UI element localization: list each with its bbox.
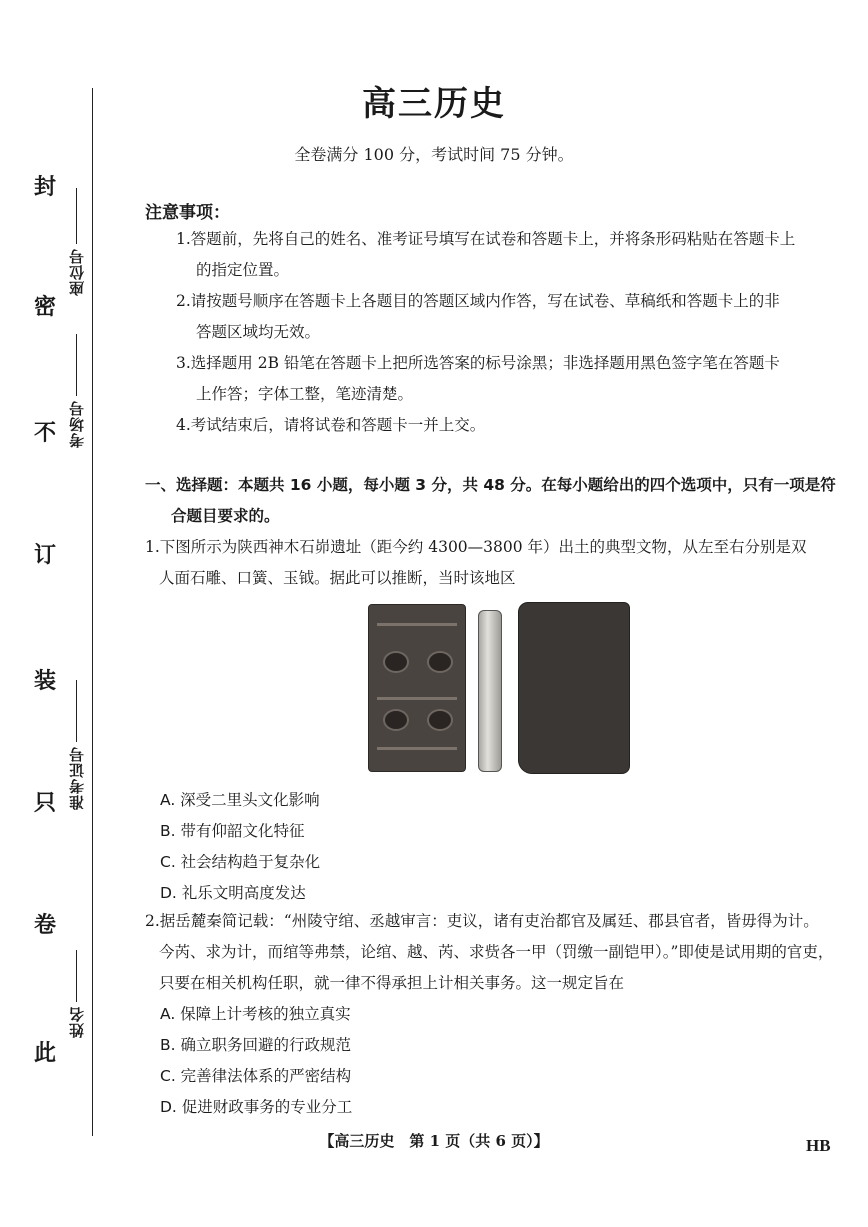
- question-1-stem: [145, 532, 840, 594]
- notice-item: [176, 286, 840, 348]
- notice-line: 上作答；字体工整，笔迹清楚。: [196, 385, 414, 403]
- field-blank-line: [76, 680, 77, 742]
- admission-number-field[interactable]: [62, 680, 90, 810]
- seal-char: 不: [33, 420, 56, 446]
- field-blank-line: [76, 188, 77, 244]
- notice-line: 3.选择题用 2B 铅笔在答题卡上把所选答案的标号涂黑；非选择题用黑色签字笔在答题卡: [176, 354, 780, 372]
- option-d[interactable]: D. 促进财政事务的专业分工: [160, 1098, 353, 1116]
- field-label: 座位号: [67, 248, 86, 296]
- field-label: 考场号: [67, 400, 86, 448]
- question-2-stem: [145, 906, 840, 999]
- field-label: 姓名: [67, 1006, 86, 1038]
- field-blank-line: [76, 334, 77, 396]
- name-field[interactable]: [62, 950, 90, 1038]
- question-2-options: [160, 999, 352, 1123]
- section-line: 合题目要求的。: [171, 507, 280, 525]
- option-c[interactable]: C. 社会结构趋于复杂化: [160, 853, 321, 871]
- question-line: 1.下图所示为陕西神木石峁遗址（距今约 4300—3800 年）出土的典型文物，从左至右分别是双: [145, 538, 807, 556]
- page-title: 高三历史: [362, 84, 506, 124]
- seal-char: 只: [33, 790, 56, 816]
- question-1-options: [160, 785, 320, 909]
- option-a[interactable]: A. 深受二里头文化影响: [160, 791, 320, 809]
- notice-item: [176, 410, 840, 441]
- seal-char: 装: [33, 668, 56, 694]
- seat-number-field[interactable]: [62, 188, 90, 296]
- notice-line: 4.考试结束后，请将试卷和答题卡一并上交。: [176, 416, 486, 434]
- mouth-harp-image: [478, 610, 502, 772]
- notice-heading: 注意事项：: [145, 203, 230, 223]
- double-face-stone-carving-image: [368, 604, 466, 772]
- option-a[interactable]: A. 保障上计考核的独立真实: [160, 1005, 351, 1023]
- question-line: 2.据岳麓秦简记载：“州陵守绾、丞越审言：吏议，诸有吏治都官及属廷、郡县官者，皆毋得为计。: [145, 912, 819, 930]
- notice-line: 1.答题前，先将自己的姓名、准考证号填写在试卷和答题卡上，并将条形码粘贴在答题卡上: [176, 230, 796, 248]
- question-line: 只要在相关机构任职，就一律不得承担上计相关事务。这一规定旨在: [159, 974, 625, 992]
- seal-char: 封: [33, 174, 56, 200]
- option-b[interactable]: B. 带有仰韶文化特征: [160, 822, 305, 840]
- binding-line: [92, 88, 93, 1136]
- notice-line: 答题区域均无效。: [196, 323, 321, 341]
- option-b[interactable]: B. 确立职务回避的行政规范: [160, 1036, 351, 1054]
- section-heading: [145, 470, 840, 532]
- field-blank-line: [76, 950, 77, 1002]
- notice-line: 的指定位置。: [196, 261, 290, 279]
- seal-char: 此: [33, 1040, 56, 1066]
- seal-char: 卷: [33, 912, 56, 938]
- paper-code: HB: [806, 1136, 831, 1155]
- notice-item: [176, 224, 840, 286]
- page-footer: 【高三历史 第 1 页（共 6 页）】: [319, 1132, 549, 1150]
- exam-room-field[interactable]: [62, 334, 90, 448]
- exam-info: 全卷满分 100 分，考试时间 75 分钟。: [294, 145, 574, 164]
- artifacts-figure: [368, 600, 630, 772]
- question-line: 人面石雕、口簧、玉钺。据此可以推断，当时该地区: [159, 569, 516, 587]
- question-line: 今芮、求为计，而绾等弗禁，论绾、越、芮、求赀各一甲（罚缴一副铠甲）。”即使是试用期的官吏，: [159, 943, 834, 961]
- jade-axe-image: [518, 602, 630, 774]
- seal-char: 密: [33, 294, 56, 320]
- seal-char: 订: [33, 542, 56, 568]
- option-d[interactable]: D. 礼乐文明高度发达: [160, 884, 306, 902]
- option-c[interactable]: C. 完善律法体系的严密结构: [160, 1067, 352, 1085]
- notice-item: [176, 348, 840, 410]
- field-label: 准考证号: [67, 746, 86, 810]
- notice-line: 2.请按题号顺序在答题卡上各题目的答题区域内作答，写在试卷、草稿纸和答题卡上的非: [176, 292, 780, 310]
- section-line: 一、选择题：本题共 16 小题，每小题 3 分，共 48 分。在每小题给出的四个选项中，只有一项是符: [145, 476, 836, 494]
